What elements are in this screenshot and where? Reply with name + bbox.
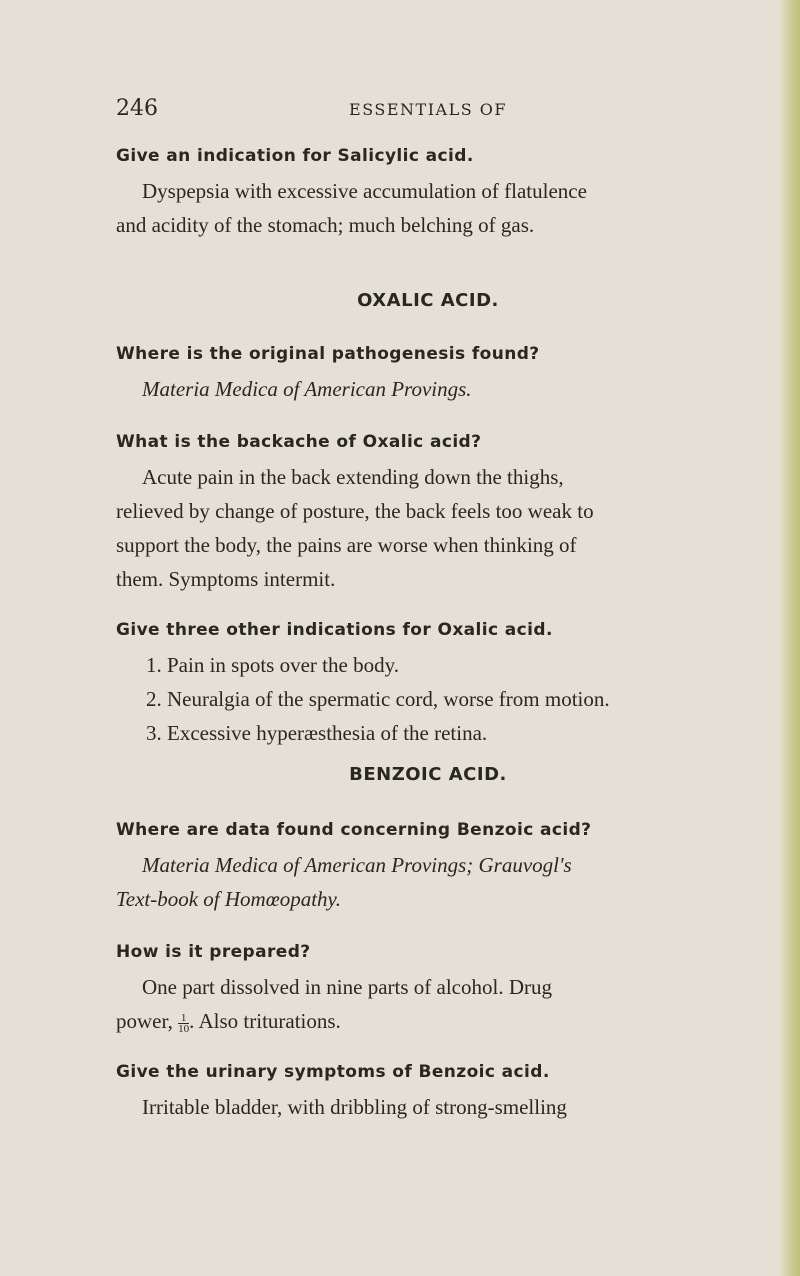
salicylic-question: Give an indication for Salicylic acid. [116,146,474,166]
drug-power-fraction [178,1013,189,1034]
oxalic-question-2: What is the backache of Oxalic acid? [116,432,482,452]
list-item-number: 1. [146,653,162,677]
benzoic-question-1: Where are data found concerning Benzoic acid? [116,820,592,840]
oxalic-answer-2-line-1: Acute pain in the back extending down the thighs, [142,465,564,489]
oxalic-section [116,336,740,750]
benzoic-answer-1-line-2: Text-book of Homœopathy. [116,887,341,911]
list-item-number: 3. [146,721,162,745]
oxalic-heading: OXALIC ACID. [357,290,499,311]
salicylic-answer-line-1: Dyspepsia with excessive accumulation of flatulence [142,179,587,203]
list-item [116,716,740,750]
oxalic-answer-2-line-2: relieved by change of posture, the back feels too weak to [116,499,594,523]
list-item [116,648,740,682]
benzoic-section [116,812,740,1124]
benzoic-answer-1-line-1: Materia Medica of American Provings; Grauvogl's [142,853,572,877]
oxalic-answer-2-line-3: support the body, the pains are worse when thinking of [116,533,577,557]
oxalic-question-3: Give three other indications for Oxalic acid. [116,620,553,640]
drug-power-label: power, [116,1009,173,1033]
triturations-text: . Also triturations. [189,1009,341,1033]
oxalic-answer-2-line-4: them. Symptoms intermit. [116,567,336,591]
oxalic-answer-1: Materia Medica of American Provings. [142,377,472,401]
benzoic-question-3: Give the urinary symptoms of Benzoic acid. [116,1062,550,1082]
benzoic-answer-2-line-2 [116,1004,740,1038]
oxalic-question-1: Where is the original pathogenesis found? [116,344,540,364]
salicylic-section [116,138,740,242]
page-header [116,96,740,126]
page-number: 246 [116,96,158,121]
benzoic-answer-2-line-1: One part dissolved in nine parts of alcohol. Drug [142,975,552,999]
list-item-text: Pain in spots over the body. [167,653,399,677]
fraction-numerator: 1 [178,1013,189,1024]
list-item-number: 2. [146,687,162,711]
benzoic-heading: BENZOIC ACID. [349,764,507,785]
list-item [116,682,740,716]
list-item-text: Excessive hyperæsthesia of the retina. [167,721,488,745]
fraction-denominator: 10 [178,1022,190,1035]
running-title: ESSENTIALS OF [349,100,507,119]
benzoic-question-2: How is it prepared? [116,942,311,962]
benzoic-answer-3-line-1: Irritable bladder, with dribbling of strong-smelling [142,1095,567,1119]
salicylic-answer-line-2: and acidity of the stomach; much belching of gas. [116,213,535,237]
list-item-text: Neuralgia of the spermatic cord, worse from motion. [167,687,610,711]
